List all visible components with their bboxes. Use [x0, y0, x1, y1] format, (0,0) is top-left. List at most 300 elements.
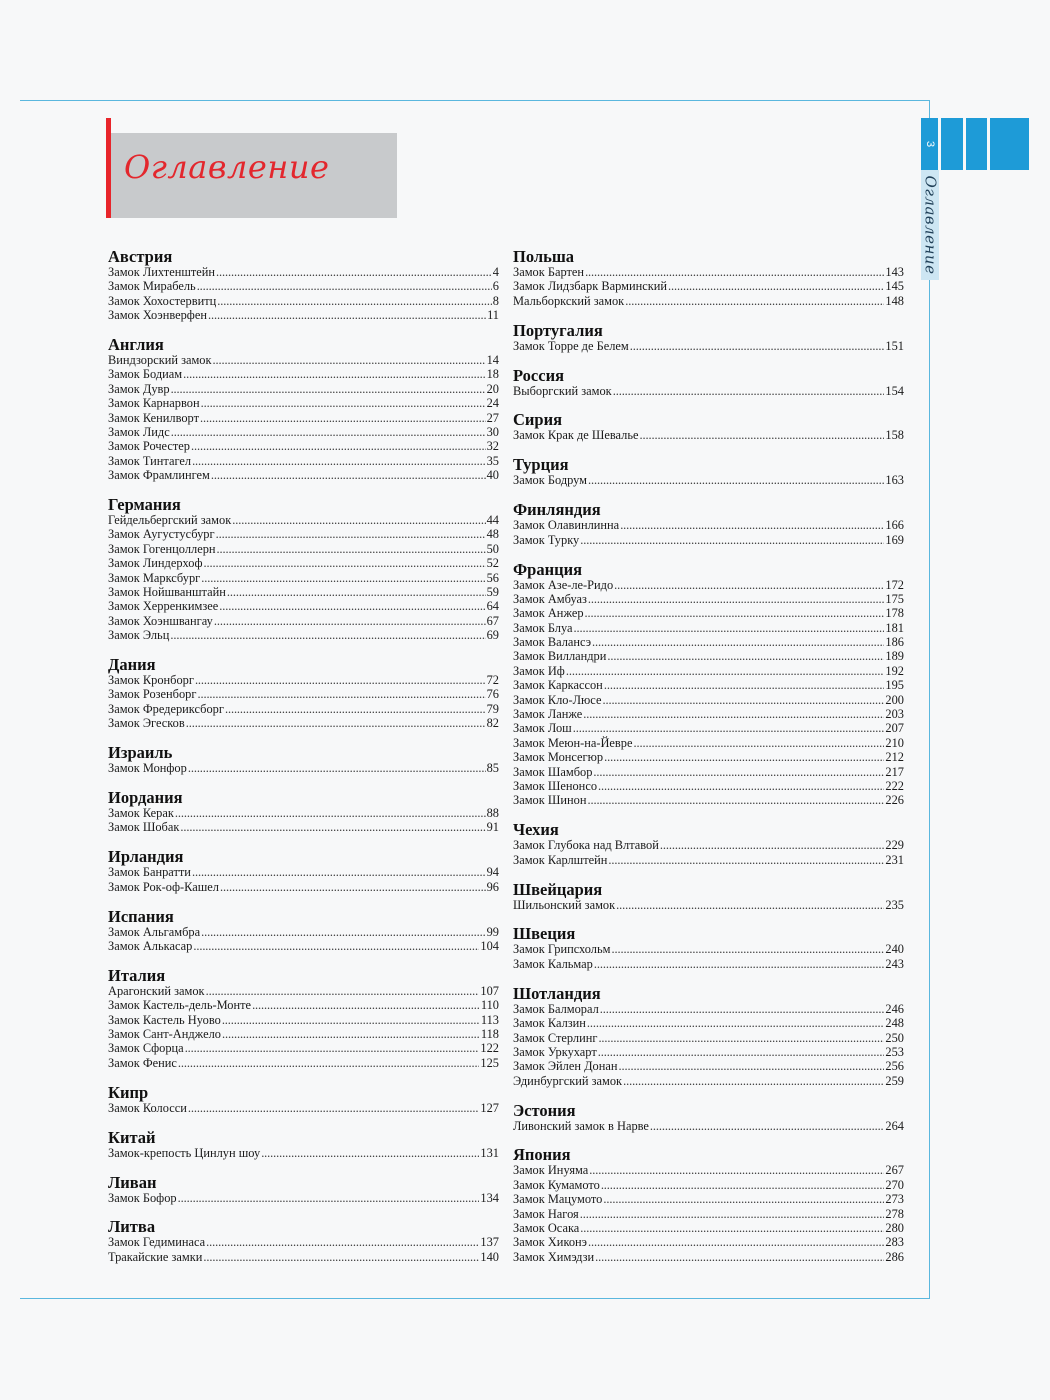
toc-entry[interactable]: [108, 939, 499, 953]
toc-section: [108, 744, 499, 775]
toc-entry[interactable]: [108, 571, 499, 585]
section-title: Чехия: [513, 820, 559, 840]
entry-name: Замок Эгесков: [108, 716, 185, 731]
toc-entry[interactable]: [513, 518, 904, 532]
toc-entry[interactable]: [513, 1221, 904, 1235]
entry-name: Замок Тинтагел: [108, 453, 192, 468]
entry-name: Замок Уркухарт: [513, 1044, 597, 1059]
leader-dots: [171, 425, 486, 439]
entry-name: Замок Дувр: [108, 381, 170, 396]
entry-page: 99: [486, 924, 499, 939]
entry-name: Замок Турку: [513, 532, 580, 547]
toc-section: [513, 1102, 904, 1133]
toc-entry[interactable]: [513, 1178, 904, 1192]
frame-bottom-line: [20, 1298, 930, 1299]
entry-name: Замок Торре де Белем: [513, 338, 629, 353]
toc-entry[interactable]: [513, 1235, 904, 1249]
entry-name: Замок Бодрум: [513, 473, 588, 488]
toc-entry[interactable]: [513, 838, 904, 852]
entry-page: 256: [885, 1059, 904, 1074]
entry-page: 178: [885, 606, 904, 621]
leader-dots: [620, 518, 884, 532]
entry-name: Замок Хохостервитц: [108, 293, 217, 308]
toc-entry[interactable]: [108, 687, 499, 701]
entry-page: 148: [885, 293, 904, 308]
leader-dots: [580, 533, 884, 547]
toc-entry[interactable]: [108, 984, 499, 998]
section-title: Эстония: [513, 1100, 576, 1120]
entry-page: 76: [486, 687, 499, 702]
entry-name: Замок Нагоя: [513, 1206, 579, 1221]
toc-entry[interactable]: [513, 621, 904, 635]
toc-entry[interactable]: [108, 411, 499, 425]
toc-entry[interactable]: [108, 353, 499, 367]
toc-entry[interactable]: [513, 736, 904, 750]
toc-entry[interactable]: [513, 1031, 904, 1045]
entry-page: 163: [885, 473, 904, 488]
leader-dots: [227, 585, 486, 599]
entry-page: 35: [486, 453, 499, 468]
entry-name: Замок Карлштейн: [513, 852, 608, 867]
toc-entry[interactable]: [108, 1041, 499, 1055]
toc-entry[interactable]: [108, 527, 499, 541]
toc-entry[interactable]: [513, 384, 904, 398]
entry-name: Замок Сфорца: [108, 1041, 184, 1056]
entry-name: Замок Кумамото: [513, 1177, 600, 1192]
entry-page: 145: [885, 279, 904, 294]
toc-entry[interactable]: [108, 998, 499, 1012]
entry-page: 20: [486, 381, 499, 396]
toc-entry[interactable]: [513, 1074, 904, 1088]
toc-entry[interactable]: [513, 664, 904, 678]
entry-page: 67: [486, 613, 499, 628]
leader-dots: [668, 279, 884, 293]
leader-dots: [592, 635, 884, 649]
toc-entry[interactable]: [513, 265, 904, 279]
toc-entry[interactable]: [513, 279, 904, 293]
entry-name: Замок Балморал: [513, 1001, 599, 1016]
section-title: Германия: [108, 495, 181, 515]
entry-page: 280: [885, 1221, 904, 1236]
toc-entry[interactable]: [513, 533, 904, 547]
leader-dots: [216, 265, 492, 279]
leader-dots: [580, 1221, 884, 1235]
entry-page: 64: [486, 599, 499, 614]
toc-entry[interactable]: [513, 1059, 904, 1073]
entry-name: Мальборкский замок: [513, 293, 625, 308]
section-title: Франция: [513, 559, 583, 579]
toc-section: [513, 248, 904, 308]
section-title: Ливан: [108, 1172, 157, 1192]
entry-page: 200: [885, 692, 904, 707]
toc-entry[interactable]: [108, 880, 499, 894]
toc-entry[interactable]: [513, 853, 904, 867]
toc-entry[interactable]: [108, 382, 499, 396]
entry-name: Замок Химэдзи: [513, 1249, 595, 1264]
leader-dots: [197, 279, 492, 293]
toc-entry[interactable]: [108, 925, 499, 939]
toc-entry[interactable]: [513, 957, 904, 971]
entry-name: Замок Монфор: [108, 761, 187, 776]
leader-dots: [188, 1101, 480, 1115]
toc-entry[interactable]: [108, 628, 499, 642]
toc-entry[interactable]: [513, 1163, 904, 1177]
entry-page: 32: [486, 439, 499, 454]
leader-dots: [206, 984, 480, 998]
toc-section: [108, 967, 499, 1070]
leader-dots: [185, 1041, 480, 1055]
toc-section: [513, 501, 904, 547]
toc-entry[interactable]: [513, 1207, 904, 1221]
toc-entry[interactable]: [108, 1013, 499, 1027]
entry-page: 253: [885, 1044, 904, 1059]
toc-entry[interactable]: [108, 1056, 499, 1070]
toc-entry[interactable]: [513, 1119, 904, 1133]
leader-dots: [222, 1013, 480, 1027]
entry-name: Замок Гедиминаса: [108, 1235, 206, 1250]
leader-dots: [183, 367, 486, 381]
leader-dots: [580, 1207, 885, 1221]
entry-page: 113: [480, 1012, 499, 1027]
entry-name: Замок Осака: [513, 1221, 580, 1236]
toc-entry[interactable]: [513, 750, 904, 764]
entry-page: 88: [486, 806, 499, 821]
toc-entry[interactable]: [108, 308, 499, 322]
leader-dots: [619, 1059, 885, 1073]
toc-entry[interactable]: [108, 614, 499, 628]
entry-page: 11: [487, 308, 499, 323]
entry-page: 69: [486, 628, 499, 643]
entry-name: Замок Мацумото: [513, 1192, 603, 1207]
section-title: Италия: [108, 965, 166, 985]
entry-name: Замок Херренкимзее: [108, 599, 219, 614]
entry-name: Замок Сант-Анджело: [108, 1027, 221, 1042]
toc-section: [108, 848, 499, 894]
entry-name: Замок Хиконэ: [513, 1235, 587, 1250]
entry-page: 286: [885, 1249, 904, 1264]
toc-entry[interactable]: [108, 265, 499, 279]
toc-entry[interactable]: [513, 707, 904, 721]
leader-dots: [261, 1146, 479, 1160]
entry-name: Замок Шобак: [108, 820, 180, 835]
entry-name: Замок Альгамбра: [108, 924, 201, 939]
toc-entry[interactable]: [108, 865, 499, 879]
leader-dots: [633, 736, 884, 750]
toc-entry[interactable]: [108, 556, 499, 570]
entry-page: 140: [480, 1249, 499, 1264]
toc-entry[interactable]: [513, 635, 904, 649]
leader-dots: [598, 779, 884, 793]
entry-page: 50: [486, 541, 499, 556]
entry-name: Замок Бофор: [108, 1190, 177, 1205]
entry-page: 110: [480, 998, 499, 1013]
entry-name: Замок Фенис: [108, 1055, 177, 1070]
toc-entry[interactable]: [108, 454, 499, 468]
leader-dots: [566, 664, 885, 678]
entry-page: 4: [492, 265, 499, 279]
entry-name: Замок Рок-оф-Кашел: [108, 879, 219, 894]
entry-name: Ливонский замок в Нарве: [513, 1118, 649, 1133]
entry-page: 14: [486, 353, 499, 368]
section-title: Китай: [108, 1127, 156, 1147]
entry-page: 259: [885, 1073, 904, 1088]
leader-dots: [598, 1031, 884, 1045]
side-block: [966, 118, 987, 170]
entry-page: 169: [885, 532, 904, 547]
section-title: Финляндия: [513, 500, 601, 520]
leader-dots: [594, 957, 885, 971]
leader-dots: [603, 1192, 884, 1206]
toc-section: [108, 1174, 499, 1205]
entry-name: Замок Лидс: [108, 425, 170, 440]
entry-name: Замок Керак: [108, 806, 174, 821]
entry-page: 246: [885, 1001, 904, 1016]
toc-entry[interactable]: [108, 425, 499, 439]
toc-entry[interactable]: [513, 606, 904, 620]
entry-page: 107: [480, 983, 499, 998]
leader-dots: [639, 428, 884, 442]
leader-dots: [587, 793, 884, 807]
toc-entry[interactable]: [108, 542, 499, 556]
toc-section: [108, 1218, 499, 1264]
entry-page: 127: [480, 1100, 499, 1115]
entry-name: Замок Анжер: [513, 606, 584, 621]
toc-entry[interactable]: [108, 439, 499, 453]
entry-name: Замок Лидзбарк Варминский: [513, 279, 668, 294]
toc-left-column: [108, 248, 499, 1278]
entry-name: Замок Шамбор: [513, 764, 593, 779]
entry-name: Замок Крак де Шевалье: [513, 428, 639, 443]
toc-right-column: [513, 248, 904, 1278]
leader-dots: [613, 384, 885, 398]
leader-dots: [588, 1235, 884, 1249]
toc-section: [513, 456, 904, 487]
entry-page: 56: [486, 570, 499, 585]
entry-name: Замок Кло-Люсе: [513, 692, 602, 707]
entry-name: Эдинбургский замок: [513, 1073, 623, 1088]
section-title: Швейцария: [513, 879, 603, 899]
entry-name: Замок Кальмар: [513, 956, 593, 971]
entry-page: 143: [885, 265, 904, 279]
toc-section: [513, 1146, 904, 1264]
frame-top-line: [20, 100, 930, 101]
toc-entry[interactable]: [513, 473, 904, 487]
toc-entry[interactable]: [108, 513, 499, 527]
entry-page: 207: [885, 721, 904, 736]
toc-entry[interactable]: [513, 1002, 904, 1016]
toc-entry[interactable]: [108, 761, 499, 775]
section-title: Турция: [513, 455, 569, 475]
toc-section: [513, 367, 904, 398]
entry-name: Замок Бартен: [513, 265, 585, 279]
entry-name: Замок Эльц: [108, 628, 170, 643]
section-title: Израиль: [108, 743, 173, 763]
leader-dots: [593, 765, 884, 779]
entry-page: 203: [885, 707, 904, 722]
toc-entry[interactable]: [513, 678, 904, 692]
toc-entry[interactable]: [513, 765, 904, 779]
leader-dots: [252, 998, 480, 1012]
leader-dots: [201, 925, 486, 939]
entry-name: Замок Кастель Нуово: [108, 1012, 221, 1027]
toc-entry[interactable]: [513, 942, 904, 956]
entry-name: Замок Амбуаз: [513, 591, 587, 606]
toc-entry[interactable]: [513, 898, 904, 912]
toc-entry[interactable]: [513, 428, 904, 442]
toc-section: [108, 1084, 499, 1115]
toc-entry[interactable]: [108, 1146, 499, 1160]
entry-page: 217: [885, 764, 904, 779]
toc-entry[interactable]: [513, 578, 904, 592]
leader-dots: [660, 838, 885, 852]
leader-dots: [175, 806, 486, 820]
entry-name: Замок Шинон: [513, 793, 587, 808]
leader-dots: [178, 1056, 479, 1070]
leader-dots: [614, 578, 884, 592]
entry-page: 226: [885, 793, 904, 808]
leader-dots: [192, 454, 486, 468]
entry-page: 151: [885, 338, 904, 353]
entry-page: 72: [486, 673, 499, 688]
toc-entry[interactable]: [108, 279, 499, 293]
toc-entry[interactable]: [513, 294, 904, 308]
entry-name: Замок Ланже: [513, 707, 583, 722]
leader-dots: [588, 473, 884, 487]
toc-section: [108, 656, 499, 731]
toc-section: [513, 322, 904, 353]
toc-entry[interactable]: [108, 1191, 499, 1205]
leader-dots: [213, 353, 486, 367]
toc-section: [108, 496, 499, 643]
entry-page: 94: [486, 865, 499, 880]
toc-entry[interactable]: [108, 599, 499, 613]
toc-entry[interactable]: [108, 673, 499, 687]
toc-entry[interactable]: [108, 1101, 499, 1115]
leader-dots: [616, 898, 884, 912]
entry-name: Замок Алькасар: [108, 939, 193, 953]
section-title: Иордания: [108, 788, 183, 808]
section-title: Швеция: [513, 924, 576, 944]
toc-entry[interactable]: [513, 649, 904, 663]
side-block: [990, 118, 1029, 170]
entry-page: 118: [480, 1027, 499, 1042]
entry-name: Замок Кронборг: [108, 673, 194, 688]
toc-entry[interactable]: [108, 1027, 499, 1041]
entry-page: 48: [486, 527, 499, 542]
section-title: Шотландия: [513, 983, 601, 1003]
entry-page: 131: [480, 1145, 499, 1160]
entry-page: 8: [492, 293, 499, 308]
entry-page: 248: [885, 1016, 904, 1031]
entry-page: 278: [885, 1206, 904, 1221]
leader-dots: [232, 513, 485, 527]
toc-entry[interactable]: [108, 396, 499, 410]
section-title: Португалия: [513, 320, 603, 340]
leader-dots: [225, 702, 486, 716]
toc-entry[interactable]: [513, 1045, 904, 1059]
toc-entry[interactable]: [108, 820, 499, 834]
leader-dots: [623, 1074, 884, 1088]
leader-dots: [180, 820, 485, 834]
leader-dots: [602, 693, 884, 707]
leader-dots: [219, 599, 485, 613]
leader-dots: [217, 294, 492, 308]
entry-name: Замок Азе-ле-Ридо: [513, 577, 614, 592]
toc-entry[interactable]: [513, 793, 904, 807]
leader-dots: [604, 678, 885, 692]
toc-entry[interactable]: [513, 693, 904, 707]
entry-page: 235: [885, 897, 904, 912]
entry-page: 122: [480, 1041, 499, 1056]
leader-dots: [192, 865, 486, 879]
entry-name: Гейдельбергский замок: [108, 513, 232, 528]
entry-name: Виндзорский замок: [108, 353, 212, 368]
entry-page: 125: [480, 1055, 499, 1070]
entry-name: Замок Инуяма: [513, 1163, 589, 1178]
toc-entry[interactable]: [108, 716, 499, 730]
entry-name: Замок Эйлен Донан: [513, 1059, 618, 1074]
leader-dots: [195, 673, 486, 687]
toc-entry[interactable]: [108, 294, 499, 308]
toc-entry[interactable]: [108, 1250, 499, 1264]
toc-entry[interactable]: [513, 592, 904, 606]
leader-dots: [583, 707, 884, 721]
entry-name: Замок Хоэншвангау: [108, 613, 213, 628]
leader-dots: [206, 1235, 479, 1249]
leader-dots: [208, 308, 486, 322]
entry-page: 27: [486, 410, 499, 425]
section-title: Литва: [108, 1217, 156, 1237]
entry-page: 52: [486, 556, 499, 571]
entry-name: Замок Глубока над Влтавой: [513, 838, 659, 853]
toc-entry[interactable]: [513, 721, 904, 735]
entry-page: 79: [486, 701, 499, 716]
entry-page: 231: [885, 852, 904, 867]
entry-name: Замок Карнарвон: [108, 396, 200, 411]
toc-entry[interactable]: [108, 468, 499, 482]
leader-dots: [203, 1250, 479, 1264]
toc-entry[interactable]: [513, 1016, 904, 1030]
toc-section: [513, 925, 904, 971]
entry-name: Замок Лош: [513, 721, 572, 736]
toc-entry[interactable]: [513, 1250, 904, 1264]
entry-page: 264: [885, 1118, 904, 1133]
entry-name: Замок Калзин: [513, 1016, 586, 1031]
entry-name: Замок Блуа: [513, 620, 573, 635]
entry-name: Замок Монсегюр: [513, 750, 604, 765]
toc-entry[interactable]: [513, 1192, 904, 1206]
toc-entry[interactable]: [108, 585, 499, 599]
toc-section: [108, 908, 499, 954]
entry-page: 134: [480, 1190, 499, 1205]
entry-name: Замок Банратти: [108, 865, 191, 880]
entry-page: 85: [486, 761, 499, 776]
toc-entry[interactable]: [513, 339, 904, 353]
entry-page: 189: [885, 649, 904, 664]
entry-name: Замок Кенилворт: [108, 410, 200, 425]
toc-entry[interactable]: [108, 1235, 499, 1249]
toc-entry[interactable]: [108, 806, 499, 820]
toc-entry[interactable]: [108, 702, 499, 716]
entry-page: 250: [885, 1030, 904, 1045]
entry-page: 6: [492, 279, 499, 294]
entry-name: Замок Рочестер: [108, 439, 190, 454]
toc-entry[interactable]: [108, 367, 499, 381]
page-title: Оглавление: [124, 148, 330, 186]
toc-entry[interactable]: [513, 779, 904, 793]
entry-name: Замок Колосси: [108, 1100, 187, 1115]
leader-dots: [625, 294, 884, 308]
